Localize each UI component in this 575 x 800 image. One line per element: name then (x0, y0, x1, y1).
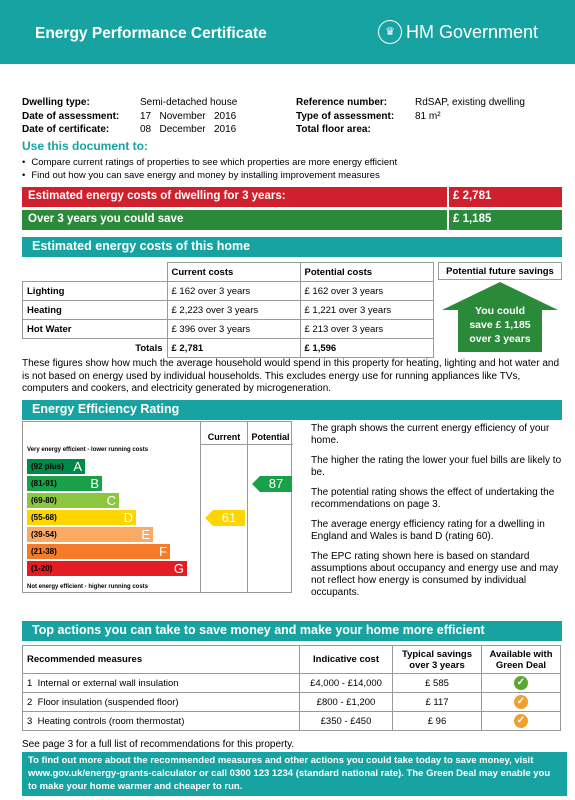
estimated-costs-label: Estimated energy costs of dwelling for 3 years: (28, 190, 286, 202)
table-header-row: Recommended measures Indicative cost Typical savings over 3 years Available with Green Deal (23, 646, 561, 674)
certificate-date-label: Date of certificate: (22, 124, 110, 135)
bullet-item: • Compare current ratings of properties to see which properties are more energy efficient (22, 157, 397, 170)
assessment-type-label: Type of assessment: (296, 110, 395, 122)
potential-column-header: Potential (251, 432, 290, 442)
savings-value: £ 1,185 (453, 213, 492, 225)
totals-row: Totals £ 2,781 £ 1,596 (23, 339, 434, 358)
green-deal-tick-icon: ✓ (514, 714, 528, 728)
crest-icon: ♛ (378, 20, 402, 44)
savings-band (22, 210, 562, 230)
rating-band-e: (39-54) E (27, 527, 153, 542)
use-document-heading: Use this document to: (22, 139, 149, 153)
table-row: Heating £ 2,223 over 3 years £ 1,221 over 3 years (23, 301, 434, 320)
table-row: 3 Heating controls (room thermostat) £350 - £450 £ 96 ✓ (23, 712, 561, 731)
efficiency-rating-chart (22, 421, 292, 593)
savings-arrow-line1: You could (475, 305, 525, 317)
savings-label: Over 3 years you could save (28, 213, 184, 225)
table-row: Hot Water £ 396 over 3 years £ 213 over 3 years (23, 320, 434, 339)
assessment-type-value: RdSAP, existing dwelling (415, 97, 525, 108)
hm-government-text: HM Government (406, 21, 539, 42)
table-row: Lighting £ 162 over 3 years £ 162 over 3 years (23, 282, 434, 301)
header-banner (0, 0, 575, 64)
assessment-date-label: Date of assessment: (22, 110, 120, 122)
efficiency-section-heading: Energy Efficiency Rating (22, 400, 562, 420)
actions-section-heading: Top actions you can take to save money and make your home more efficient (22, 621, 562, 641)
actions-table (22, 645, 561, 731)
use-bullets (22, 157, 397, 182)
costs-explanation: These figures show how much the average household would spend in this property for heating, lighting and hot water and is not based on energy used by individual households. This excludes energy use for running appliances like TVs, computers and cookers, and electricity generated by microgeneration. (22, 358, 560, 394)
hm-government-logo (378, 20, 538, 44)
table-row: 2 Floor insulation (suspended floor) £800 - £1,200 £ 117 ✓ (23, 693, 561, 712)
future-savings-header: Potential future savings (438, 262, 562, 280)
certificate-date-value: 08 December 2016 (140, 124, 237, 135)
potential-costs-header: Potential costs (300, 263, 433, 282)
rating-band-a: (92 plus) A (27, 459, 85, 474)
certificate-title: Energy Performance Certificate (35, 25, 267, 42)
reference-label: Reference number: (296, 97, 388, 108)
current-rating-arrow (205, 510, 245, 526)
rating-band-c: (69-80) C (27, 493, 119, 508)
bullet-item: • Find out how you can save energy and money by installing improvement measures (22, 170, 397, 183)
green-deal-tick-icon: ✓ (514, 676, 528, 690)
see-page-note: See page 3 for a full list of recommendations for this property. (22, 739, 295, 750)
savings-arrow (442, 282, 558, 352)
table-header-row (23, 263, 434, 282)
rating-band-g: (1-20) G (27, 561, 187, 576)
green-deal-tick-icon: ✓ (514, 695, 528, 709)
savings-arrow-line2: save £ 1,185 (469, 319, 531, 331)
current-column-header: Current (207, 432, 241, 442)
rating-band-b: (81-91) B (27, 476, 102, 491)
rating-band-d: (55-68) D (27, 510, 136, 525)
efficiency-explanation: The graph shows the current energy efficiency of your home. The higher the rating the lower your fuel bills are likely to be. The potential rating shows the effect of undertaking the recommendations on page 3. The average energy efficiency rating for a dwelling in England and Wales is band D (rating 60). The EPC rating shown here is based on standard assumptions about occupancy and energy use and may not reflect how energy is consumed by individual occupants. (311, 423, 562, 598)
costs-table (22, 262, 434, 358)
dwelling-type-label: Dwelling type: (22, 97, 90, 108)
floor-area-label: Total floor area: (296, 124, 371, 135)
savings-arrow-line3: over 3 years (469, 333, 531, 345)
assessment-date-value: 17 November 2016 (140, 110, 237, 122)
rating-band-f: (21-38) F (27, 544, 170, 559)
floor-area-value: 81 m² (415, 110, 441, 122)
current-rating-value: 61 (221, 510, 237, 525)
current-costs-header: Current costs (167, 263, 300, 282)
footer-info: To find out more about the recommended measures and other actions you could take today to save money, visit www.gov.uk/energy-grants-calculator or call 0300 123 1234 (standard national rate). The Green Deal may enable you to make your home warmer and cheaper to run. (22, 752, 567, 796)
dwelling-type-value: Semi-detached house (140, 97, 238, 108)
bottom-note: Not energy efficient - higher running costs (27, 584, 149, 590)
table-row: 1 Internal or external wall insulation £4,000 - £14,000 £ 585 ✓ (23, 674, 561, 693)
top-note: Very energy efficient - lower running costs (27, 447, 149, 453)
estimated-costs-value: £ 2,781 (453, 190, 492, 202)
potential-rating-arrow (252, 476, 292, 492)
estimated-costs-band (22, 187, 562, 207)
potential-rating-value: 87 (268, 476, 284, 491)
costs-section-heading: Estimated energy costs of this home (22, 237, 562, 257)
